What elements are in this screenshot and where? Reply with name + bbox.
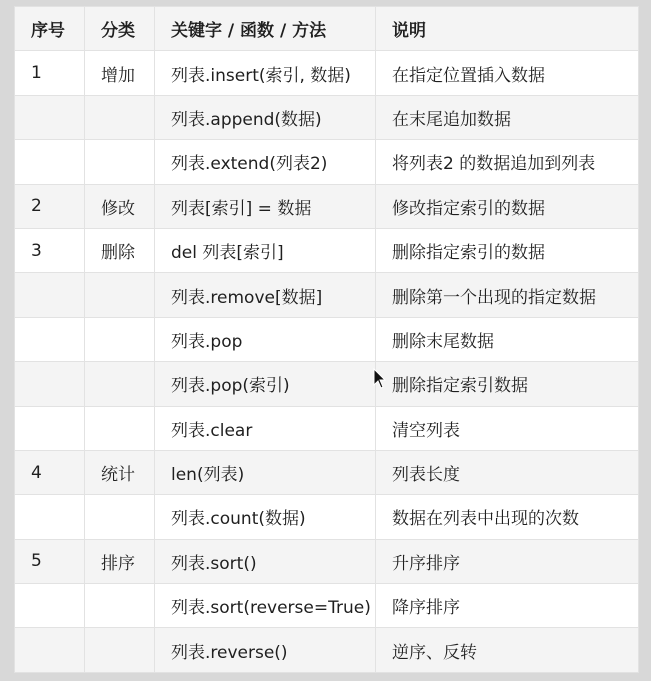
cell-category	[85, 495, 155, 539]
cell-category	[85, 140, 155, 184]
cell-method: 列表.sort()	[155, 539, 376, 583]
cell-method: 列表.append(数据)	[155, 95, 376, 139]
cell-method: 列表.insert(索引, 数据)	[155, 51, 376, 95]
table-row	[15, 95, 639, 139]
cell-description: 列表长度	[376, 450, 639, 494]
cell-method: 列表.sort(reverse=True)	[155, 584, 376, 628]
cell-description: 删除末尾数据	[376, 317, 639, 361]
cell-num: 2	[15, 184, 85, 228]
cell-category	[85, 628, 155, 672]
table-row	[15, 539, 639, 583]
cell-category: 排序	[85, 539, 155, 583]
table-row	[15, 184, 639, 228]
cell-description: 将列表2 的数据追加到列表	[376, 140, 639, 184]
cell-method: 列表[索引] = 数据	[155, 184, 376, 228]
cell-num: 1	[15, 51, 85, 95]
cell-method: len(列表)	[155, 450, 376, 494]
cell-method: 列表.reverse()	[155, 628, 376, 672]
cell-description: 删除指定索引数据	[376, 362, 639, 406]
table-row	[15, 362, 639, 406]
cell-num	[15, 628, 85, 672]
cell-num	[15, 584, 85, 628]
cell-category: 增加	[85, 51, 155, 95]
cell-num	[15, 317, 85, 361]
cell-description: 降序排序	[376, 584, 639, 628]
table-row	[15, 450, 639, 494]
table-row	[15, 51, 639, 95]
list-methods-table	[14, 6, 639, 673]
cell-description: 数据在列表中出现的次数	[376, 495, 639, 539]
table-row	[15, 317, 639, 361]
cell-num: 3	[15, 228, 85, 272]
cell-method: 列表.pop	[155, 317, 376, 361]
cell-description: 在指定位置插入数据	[376, 51, 639, 95]
cell-category	[85, 406, 155, 450]
table-row	[15, 628, 639, 672]
cell-num	[15, 95, 85, 139]
cell-category: 修改	[85, 184, 155, 228]
header-category: 分类	[85, 7, 155, 51]
cell-method: 列表.remove[数据]	[155, 273, 376, 317]
cell-category: 统计	[85, 450, 155, 494]
mouse-pointer-icon	[373, 368, 387, 390]
header-method: 关键字 / 函数 / 方法	[155, 7, 376, 51]
header-description: 说明	[376, 7, 639, 51]
cell-description: 删除指定索引的数据	[376, 228, 639, 272]
cell-description: 升序排序	[376, 539, 639, 583]
cell-category	[85, 95, 155, 139]
cell-num: 5	[15, 539, 85, 583]
table-row	[15, 273, 639, 317]
cell-category	[85, 273, 155, 317]
header-num: 序号	[15, 7, 85, 51]
cell-description: 删除第一个出现的指定数据	[376, 273, 639, 317]
cell-category: 删除	[85, 228, 155, 272]
table-body	[15, 51, 639, 672]
cell-method: 列表.pop(索引)	[155, 362, 376, 406]
table-header-row	[15, 7, 639, 51]
cell-description: 逆序、反转	[376, 628, 639, 672]
cell-num: 4	[15, 450, 85, 494]
cell-category	[85, 317, 155, 361]
cell-category	[85, 584, 155, 628]
cell-description: 在末尾追加数据	[376, 95, 639, 139]
cell-num	[15, 362, 85, 406]
table-row	[15, 584, 639, 628]
cell-description: 修改指定索引的数据	[376, 184, 639, 228]
cell-method: 列表.count(数据)	[155, 495, 376, 539]
cell-num	[15, 406, 85, 450]
cell-num	[15, 495, 85, 539]
table-row	[15, 140, 639, 184]
table-row	[15, 406, 639, 450]
table-row	[15, 495, 639, 539]
cell-description: 清空列表	[376, 406, 639, 450]
cell-category	[85, 362, 155, 406]
cell-method: 列表.extend(列表2)	[155, 140, 376, 184]
cell-num	[15, 140, 85, 184]
cell-num	[15, 273, 85, 317]
cell-method: del 列表[索引]	[155, 228, 376, 272]
cell-method: 列表.clear	[155, 406, 376, 450]
table-row	[15, 228, 639, 272]
